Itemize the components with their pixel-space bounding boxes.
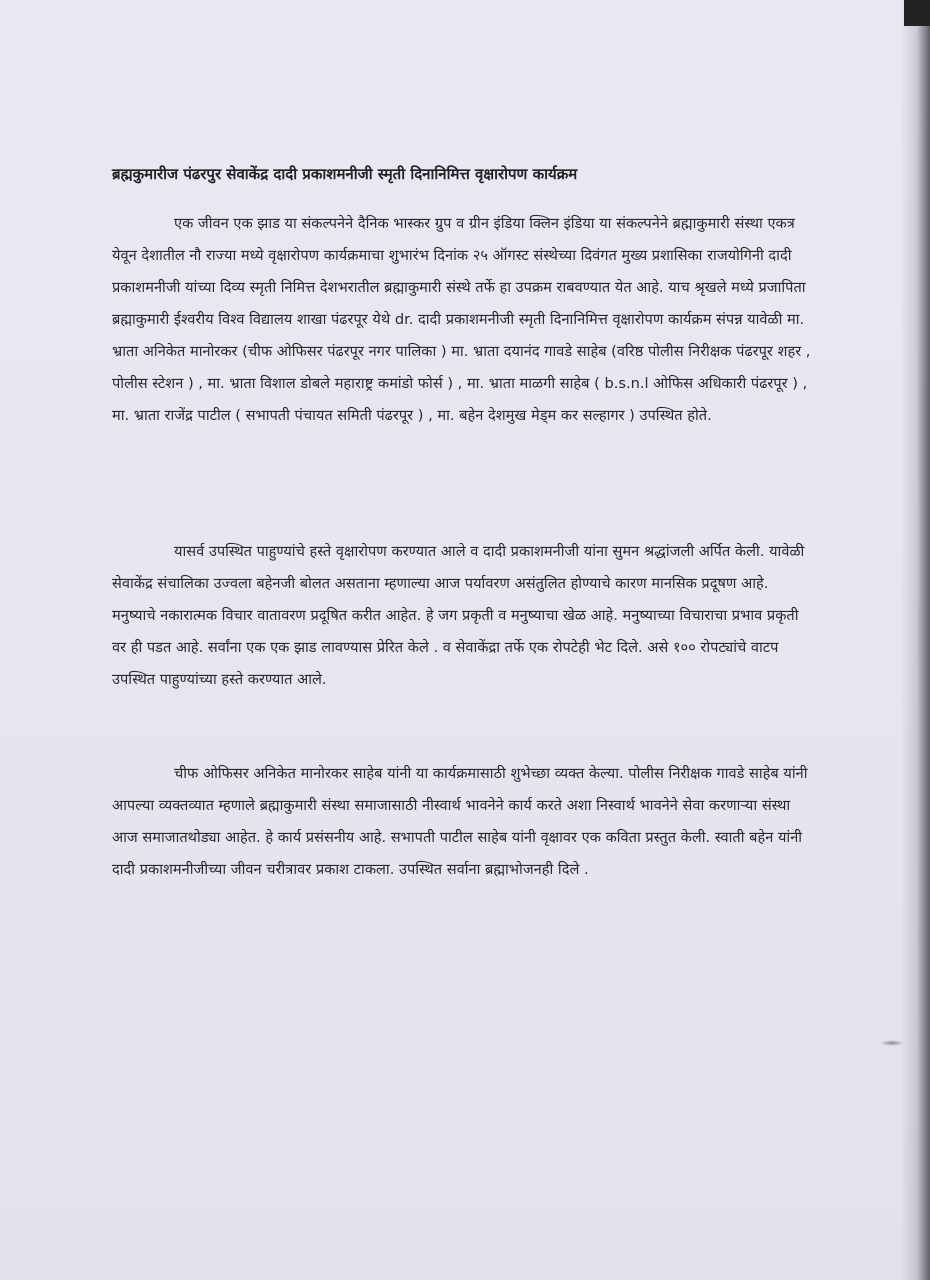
paragraph-3: चीफ ओफिसर अनिकेत मानोरकर साहेब यांनी या कार्यक्रमासाठी शुभेच्छा व्यक्त केल्या. पोलीस निरीक्षक गावडे साहेब यांनी आपल्या व्यक्तव्यात म्हणाले ब्रह्माकुमारी संस्था समाजासाठी नीस्वार्थ भावनेने कार्य करते अशा निस्वार्थ भावनेने सेवा करणाऱ्या संस्था आज समाजातथोड्या आहेत. हे कार्य प्रसंसनीय आहे. सभापती पाटील साहेब यांनी वृक्षावर एक कविता प्रस्तुत केली. स्वाती बहेन यांनी दादी प्रकाशमनीजीच्या जीवन चरीत्रावर प्रकाश टाकला. उपस्थित सर्वाना ब्रह्माभोजनही दिले . [112,765,808,878]
page-edge-shadow [900,0,930,1280]
paragraph-2: यासर्व उपस्थित पाहुण्यांचे हस्ते वृक्षारोपण करण्यात आले व दादी प्रकाशमनीजी यांना सुमन श्रद्धांजली अर्पित केली. यावेळी सेवाकेंद्र संचालिका उज्वला बहेनजी बोलत असताना म्हणाल्या आज पर्यावरण असंतुलित होण्याचे कारण मानसिक प्रदूषण आहे. मनुष्याचे नकारात्मक विचार वातावरण प्रदूषित करीत आहेत. हे जग प्रकृती व मनुष्याचा खेळ आहे. मनुष्याच्या विचाराचा प्रभाव प्रकृती वर ही पडत आहे. सर्वांना एक एक झाड लावण्यास प्रेरित केले . व सेवाकेंद्रा तर्फे एक रोपटेही भेट दिले. असे १०० रोपट्यांचे वाटप उपस्थित पाहुण्यांच्या हस्ते करण्यात आले. [112,543,805,688]
document-title: ब्रह्मकुमारीज पंढरपुर सेवाकेंद्र दादी प्रकाशमनीजी स्मृती दिनानिमित्त वृक्षारोपण कार्यक्रम [112,165,578,183]
scan-smudge [880,1040,904,1046]
page-corner [904,0,930,26]
paragraph-1: एक जीवन एक झाड या संकल्पनेने दैनिक भास्कर ग्रुप व ग्रीन इंडिया क्लिन इंडिया या संकल्पनेने ब्रह्माकुमारी संस्था एकत्र येवून देशातील नौ राज्या मध्ये वृक्षारोपण कार्यक्रमाचा शुभारंभ दिनांक २५ ऑगस्ट संस्थेच्या दिवंगत मुख्य प्रशासिका राजयोगिनी दादी प्रकाशमनीजी यांच्या दिव्य स्मृती निमित्त देशभरातील ब्रह्माकुमारी संस्थे तर्फे हा उपक्रम राबवण्यात येत आहे. याच श्रृखले मध्ये प्रजापिता ब्रह्माकुमारी ईश्वरीय विश्व विद्यालय शाखा पंढरपूर येथे dr. दादी प्रकाशमनीजी स्मृती दिनानिमित्त वृक्षारोपण कार्यक्रम संपन्न यावेळी मा. भ्राता अनिकेत मानोरकर (चीफ ओफिसर पंढरपूर नगर पालिका ) मा. भ्राता दयानंद गावडे साहेब (वरिष्ठ पोलीस निरीक्षक पंढरपूर शहर , पोलीस स्टेशन ) , मा. भ्राता विशाल डोबले महाराष्ट्र कमांडो फोर्स ) , मा. भ्राता माळगी साहेब ( b.s.n.l ओफिस अधिकारी पंढरपूर ) , मा. भ्राता राजेंद्र पाटील ( सभापती पंचायत समिती पंढरपूर ) , मा. बहेन देशमुख मेड्म कर सल्हागर ) उपस्थित होते. [112,215,811,424]
